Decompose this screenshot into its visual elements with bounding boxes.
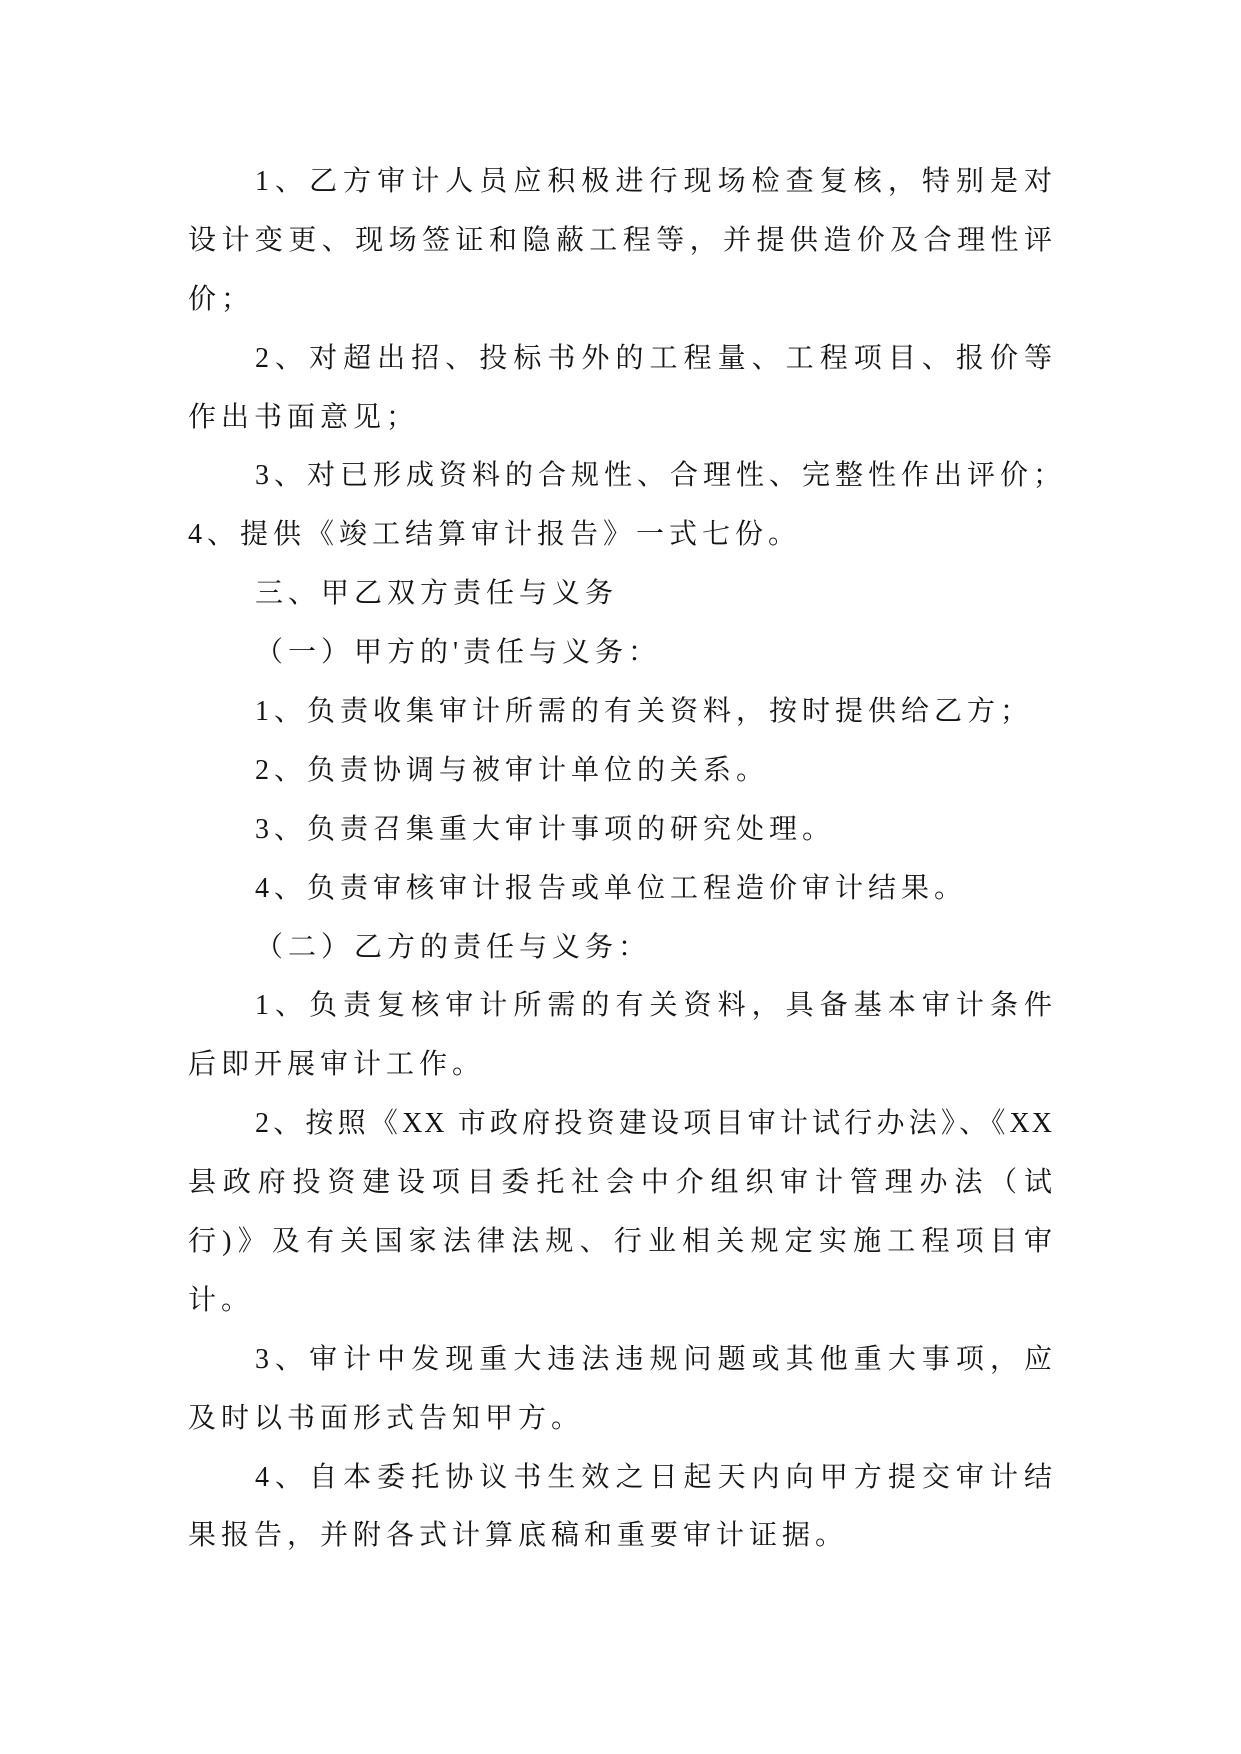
text-line: 及时以书面形式告知甲方。 (188, 1402, 585, 1434)
text-line: 3、审计中发现重大违法违规问题或其他重大事项，应 (255, 1343, 1054, 1375)
text-line: 计。 (188, 1284, 255, 1316)
text-line: 1、乙方审计人员应积极进行现场检查复核，特别是对 (255, 166, 1054, 197)
text-line: 价； (188, 283, 255, 315)
text-line: 县政府投资建设项目委托社会中介组织审计管理办法（试 (188, 1167, 1054, 1199)
heading-line: 三、甲乙双方责任与义务 (255, 578, 619, 610)
paragraph-party-a-item-4 (188, 860, 1054, 919)
text-line: 2、负责协调与被审计单位的关系。 (255, 754, 770, 786)
subheading-party-a (188, 624, 1054, 683)
paragraph-scope-item-1 (188, 153, 1054, 330)
text-line: 2、按照《XX 市政府投资建设项目审计试行办法》、《XX (255, 1108, 1054, 1140)
text-line: 设计变更、现场签证和隐蔽工程等，并提供造价及合理性评 (188, 224, 1054, 256)
text-line: 作出书面意见； (188, 401, 420, 433)
text-line: 2、对超出招、投标书外的工程量、工程项目、报价等 (255, 342, 1054, 374)
text-line: 4、负责审核审计报告或单位工程造价审计结果。 (255, 872, 968, 904)
paragraph-party-a-item-1 (188, 683, 1054, 742)
text-line: 4、自本委托协议书生效之日起天内向甲方提交审计结 (255, 1461, 1054, 1493)
text-line: 3、对已形成资料的合规性、合理性、完整性作出评价； (255, 460, 1067, 492)
paragraph-party-b-item-1 (188, 977, 1054, 1095)
section-heading-responsibilities (188, 565, 1054, 624)
paragraph-party-a-item-3 (188, 801, 1054, 860)
text-line: 果报告，并附各式计算底稿和重要审计证据。 (188, 1520, 849, 1552)
paragraph-scope-item-4 (188, 506, 1054, 565)
text-line: 3、负责召集重大审计事项的研究处理。 (255, 813, 836, 845)
subheading-party-b (188, 919, 1054, 978)
paragraph-party-b-item-4 (188, 1449, 1054, 1567)
heading-line: （二）乙方的责任与义务： (255, 931, 652, 963)
text-line: 后即开展审计工作。 (188, 1049, 486, 1081)
text-line: 行)》及有关国家法律法规、行业相关规定实施工程项目审 (188, 1226, 1054, 1258)
text-line: 1、负责收集审计所需的有关资料，按时提供给乙方； (255, 696, 1034, 728)
paragraph-party-b-item-2 (188, 1095, 1054, 1331)
paragraph-scope-item-3 (188, 447, 1067, 506)
text-line: 1、负责复核审计所需的有关资料，具备基本审计条件 (255, 990, 1054, 1022)
heading-line: （一）甲方的'责任与义务： (255, 637, 662, 669)
document-body (188, 153, 1067, 1566)
paragraph-party-a-item-2 (188, 742, 1054, 801)
paragraph-scope-item-2 (188, 330, 1054, 448)
paragraph-party-b-item-3 (188, 1331, 1054, 1449)
text-line: 4、提供《竣工结算审计报告》一式七份。 (188, 519, 802, 551)
